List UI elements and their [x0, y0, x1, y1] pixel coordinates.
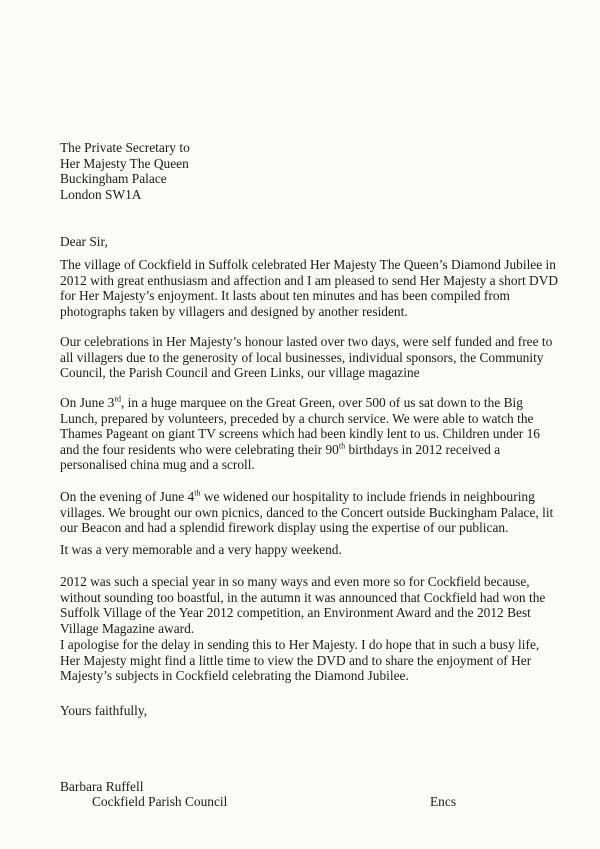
- paragraph-line: Council, the Parish Council and Green Links, our village magazine: [60, 365, 420, 381]
- recipient-address: [60, 140, 190, 202]
- paragraph-line: Lunch, prepared by volunteers, preceded by a church service. We were able to watch the: [60, 410, 534, 426]
- paragraph-line: [60, 489, 553, 505]
- ordinal-suffix: th: [194, 488, 201, 498]
- paragraph-line: for Her Majesty’s enjoyment. It lasts about ten minutes and has been compiled from: [60, 288, 510, 304]
- paragraph-celebrations: [60, 334, 552, 381]
- paragraph-line: The village of Cockfield in Suffolk celebrated Her Majesty The Queen’s Diamond Jubilee in: [60, 257, 556, 272]
- paragraph-line: our Beacon and had a splendid firework display using the expertise of our publican.: [60, 520, 509, 536]
- closing: Yours faithfully,: [60, 703, 148, 718]
- paragraph-awards: [60, 574, 545, 636]
- paragraph-dvd-intro: [60, 257, 558, 319]
- paragraph-line: Majesty’s subjects in Cockfield celebrating the Diamond Jubilee.: [60, 668, 409, 684]
- paragraph-apology: [60, 637, 539, 684]
- text-run: , in a huge marquee on the Great Green, over 500 of us sat down to the Big: [120, 395, 523, 410]
- paragraph-line: Village Magazine award.: [60, 620, 195, 636]
- paragraph-line: 2012 with great enthusiasm and affection and I am pleased to send Her Majesty a short DVD: [60, 272, 559, 288]
- address-line: Buckingham Palace: [60, 171, 167, 187]
- address-line: London SW1A: [60, 186, 142, 202]
- text-run: On June 3: [60, 395, 115, 410]
- signatory-name: Barbara Ruffell: [60, 779, 144, 794]
- paragraph-memorable: It was a very memorable and a very happy weekend.: [60, 542, 342, 557]
- paragraph-june-4: [60, 489, 553, 536]
- text-run: we widened our hospitality to include friends in neighbouring: [200, 489, 535, 504]
- paragraph-line: Our celebrations in Her Majesty’s honour lasted over two days, were self funded and free to: [60, 334, 553, 349]
- text-run: On the evening of June 4: [60, 489, 195, 504]
- address-line: Her Majesty The Queen: [60, 155, 189, 171]
- address-line: The Private Secretary to: [60, 140, 190, 155]
- paragraph-line: all villagers due to the generosity of local businesses, individual sponsors, the Community: [60, 349, 544, 365]
- paragraph-line: I apologise for the delay in sending this to Her Majesty. I do hope that in such a busy life,: [60, 637, 540, 652]
- enclosures-note: Encs: [430, 794, 457, 809]
- paragraph-line: personalised china mug and a scroll.: [60, 457, 255, 473]
- paragraph-line: Suffolk Village of the Year 2012 competition, an Environment Award and the 2012 Best: [60, 605, 531, 621]
- paragraph-line: Thames Pageant on giant TV screens which had been kindly lent to us. Children under 16: [60, 426, 540, 442]
- paragraph-june-3: [60, 395, 540, 473]
- paragraph-line: [60, 442, 540, 458]
- paragraph-line: villages. We brought our own picnics, danced to the Concert outside Buckingham Palace, lit: [60, 504, 554, 520]
- paragraph-line: photographs taken by villagers and designed by another resident.: [60, 303, 408, 319]
- paragraph-line: Her Majesty might find a little time to view the DVD and to share the enjoyment of Her: [60, 652, 532, 668]
- organisation-name: Cockfield Parish Council: [92, 794, 228, 809]
- paragraph-line: [60, 395, 540, 411]
- text-run: and the four residents who were celebrating their 90: [60, 441, 339, 457]
- ordinal-suffix: rd: [114, 394, 121, 404]
- text-run: birthdays in 2012 received a: [345, 441, 501, 457]
- ordinal-suffix: th: [338, 441, 346, 451]
- salutation: Dear Sir,: [60, 234, 108, 249]
- paragraph-line: without sounding too boastful, in the autumn it was announced that Cockfield had won the: [60, 589, 546, 605]
- paragraph-line: 2012 was such a special year in so many ways and even more so for Cockfield because,: [60, 574, 530, 589]
